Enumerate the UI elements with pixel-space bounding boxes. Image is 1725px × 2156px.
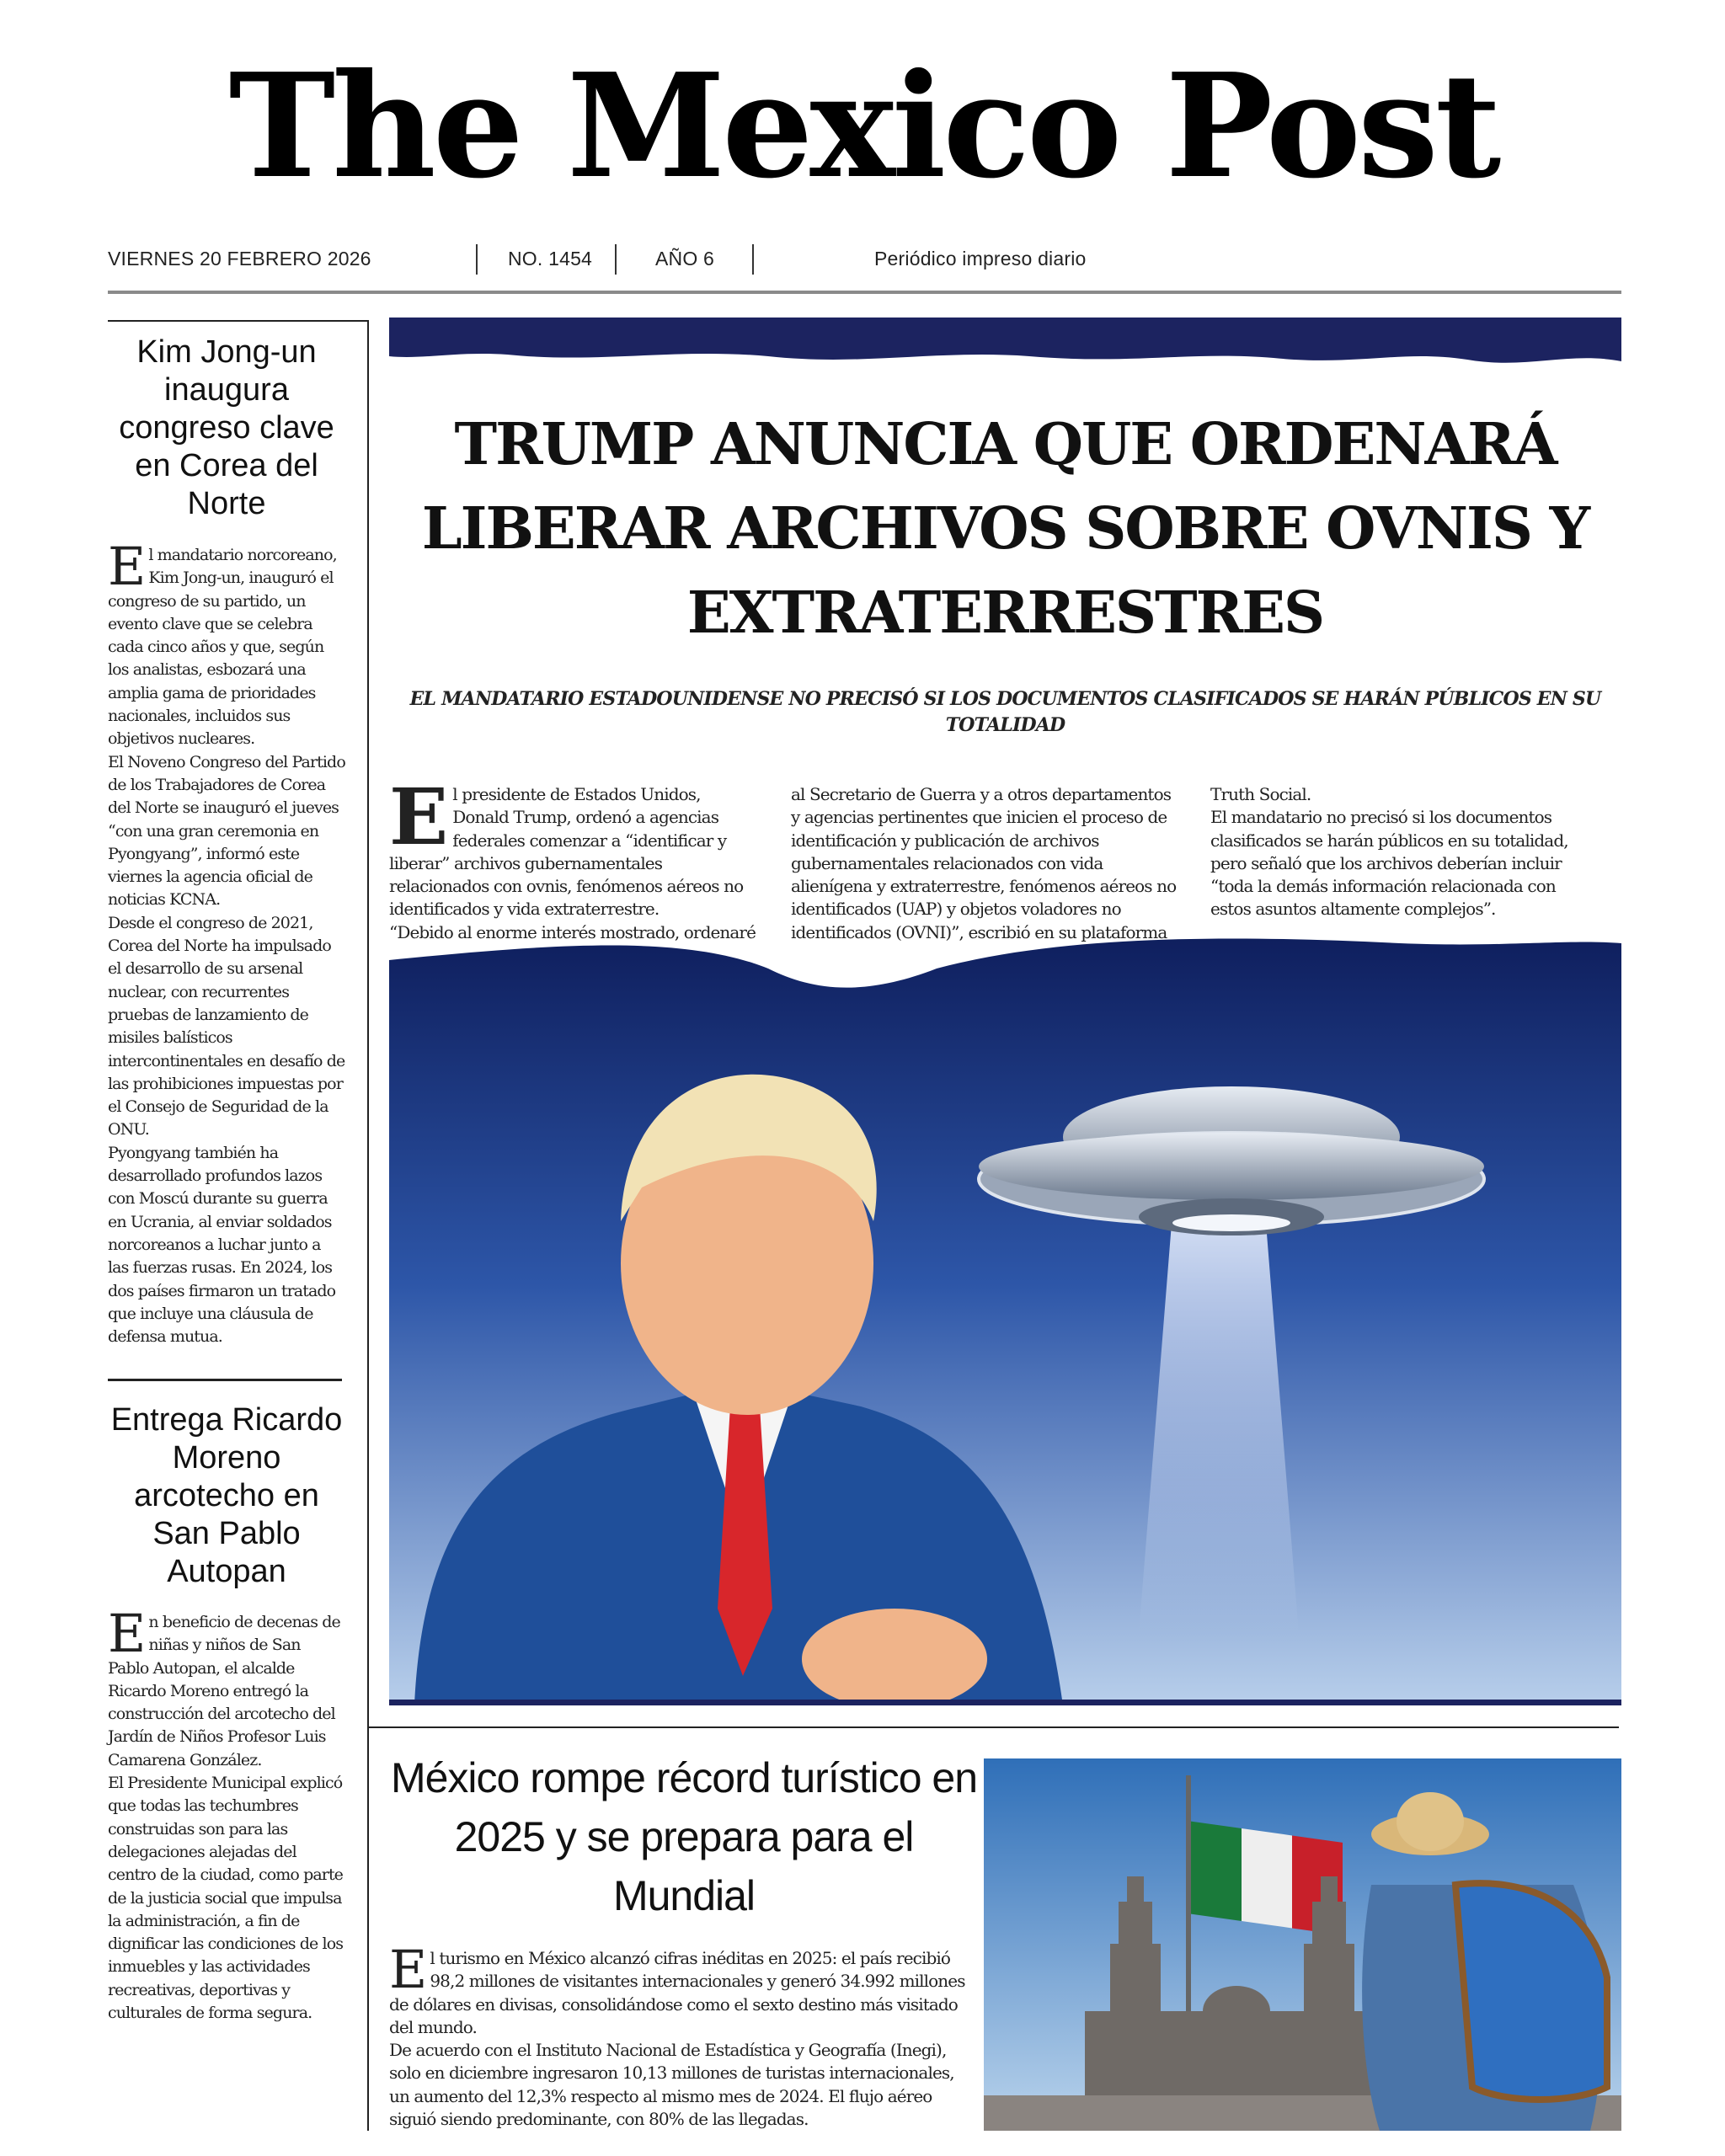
issue-number: NO. 1454 (508, 248, 593, 270)
paragraph: al Secretario de Guerra y a otros departamentos y agencias pertinentes que inicien el proceso de identificación y publicación de archivos gubernamentales relacionados con vida alienígena y extraterrestre, fenómenos aéreos no identificados (UAP) y objetos voladores no identificados (OVNI)”, escribió en su plataforma (791, 784, 1177, 942)
paragraph: l mandatario norcoreano, Kim Jong-un, inauguró el congreso de su partido, un evento clave que se celebra cada cinco años y que, según los analistas, esbozará una amplia gama de prioridades nacionales, incluidos sus objetivos nucleares. (108, 546, 337, 749)
lead-column-2 (791, 783, 1180, 944)
tourism-headline: México rompe récord turístico en 2025 y se prepara para el Mundial (390, 1754, 978, 1919)
masthead-rule (108, 291, 1621, 294)
paragraph: “Debido al enorme interés mostrado, ordenaré (389, 921, 756, 942)
drop-cap: E (108, 536, 146, 597)
tagline: Periódico impreso diario (874, 248, 1087, 270)
divider (615, 244, 617, 275)
lead-headline: TRUMP ANUNCIA QUE ORDENARÁ LIBERAR ARCHIVOS SOBRE OVNIS Y EXTRATERRESTRES (421, 411, 1589, 647)
paragraph: De acuerdo con el Instituto Nacional de Estadística y Geografía (Inegi), solo en diciembre ingresaron 10,13 millones de turistas internacionales, un aumento del 12,3% respecto al mismo mes de 2024. El flujo aéreo siguió siendo predominante, con 80% de las llegadas. (389, 2040, 954, 2130)
paragraph: Truth Social. (1210, 784, 1311, 804)
lead-column-3 (1210, 783, 1581, 921)
story-body (108, 1603, 345, 2025)
paragraph: Desde el congreso de 2021, Corea del Norte ha impulsado el desarrollo de su arsenal nuclear, con recurrentes pruebas de lanzamiento de misiles balísticos intercontinentales en desafío de las prohibiciones impuestas por el Consejo de Seguridad de la ONU. (108, 913, 345, 1139)
drop-cap: E (389, 1939, 427, 2000)
paragraph: El mandatario no precisó si los documentos clasificados se harán públicos en su totalidad, pero señaló que los archivos deberían incluir “toda la demás información relacionada con estos asuntos altamente complejos”. (1210, 807, 1568, 920)
story-separator (108, 1379, 342, 1381)
decorative-wave-band (389, 318, 1621, 376)
drop-cap: E (389, 771, 448, 862)
story-moreno (108, 1401, 345, 2025)
paragraph: Pyongyang también ha desarrollado profundos lazos con Moscú durante su guerra en Ucrania, al enviar soldados norcoreanos a luchar junto a las fuerzas rusas. En 2024, los dos países firmaron un tratado que incluye una cláusula de defensa mutua. (108, 1143, 336, 1347)
paragraph: l presidente de Estados Unidos, Donald Trump, ordenó a agencias federales comenzar a “identificar y liberar” archivos gubernamentales relacionados con ovnis, fenómenos aéreos no identificados y vida extraterrestre. (389, 784, 744, 920)
paragraph: n beneficio de decenas de niñas y niños de San Pablo Autopan, el alcalde Ricardo Moreno entregó la construcción del arcotecho del Jardín de Niños Profesor Luis Camarena González. (108, 1613, 340, 1769)
story-headline: Entrega Ricardo Moreno arcotecho en San Pablo Autopan (110, 1402, 343, 1589)
drop-cap: E (108, 1603, 146, 1664)
issue-year: AÑO 6 (655, 248, 715, 270)
section-rule (368, 1726, 1619, 1728)
paragraph: l turismo en México alcanzó cifras inéditas en 2025: el país recibió 98,2 millones de visitantes internacionales y generó 34.992 millones de dólares en divisas, consolidándose como el sexto destino más visitado del mundo. (389, 1948, 965, 2037)
tourism-body (389, 1939, 970, 2131)
story-headline: Kim Jong-un inaugura congreso clave en Corea del Norte (119, 334, 334, 521)
lead-subheadline: EL MANDATARIO ESTADOUNIDENSE NO PRECISÓ SI LOS DOCUMENTOS CLASIFICADOS SE HARÁN PÚBLICOS EN SU TOTALIDAD (409, 688, 1601, 736)
lead-column-1 (389, 771, 760, 944)
story-body (108, 536, 345, 1348)
issue-date: VIERNES 20 FEBRERO 2026 (108, 248, 371, 270)
tourism-photo (984, 1758, 1621, 2131)
column-rule (108, 320, 369, 322)
lead-photo-trump-ufo (389, 935, 1621, 1705)
column-rule (367, 320, 369, 2131)
story-kim (108, 334, 345, 1348)
divider (752, 244, 754, 275)
paragraph: El Noveno Congreso del Partido de los Trabajadores de Corea del Norte se inauguró el jueves “con una gran ceremonia en Pyongyang”, informó este viernes la agencia oficial de noticias KCNA. (108, 752, 345, 910)
paragraph: El Presidente Municipal explicó que todas las techumbres construidas son para las delegaciones alejadas del centro de la ciudad, como parte de la justicia social que impulsa la administración, a fin de dignificar las condiciones de los inmuebles y las actividades recreativas, deportivas y culturales de forma segura. (108, 1774, 344, 2023)
divider (476, 244, 478, 275)
masthead-title: The Mexico Post (228, 42, 1498, 211)
